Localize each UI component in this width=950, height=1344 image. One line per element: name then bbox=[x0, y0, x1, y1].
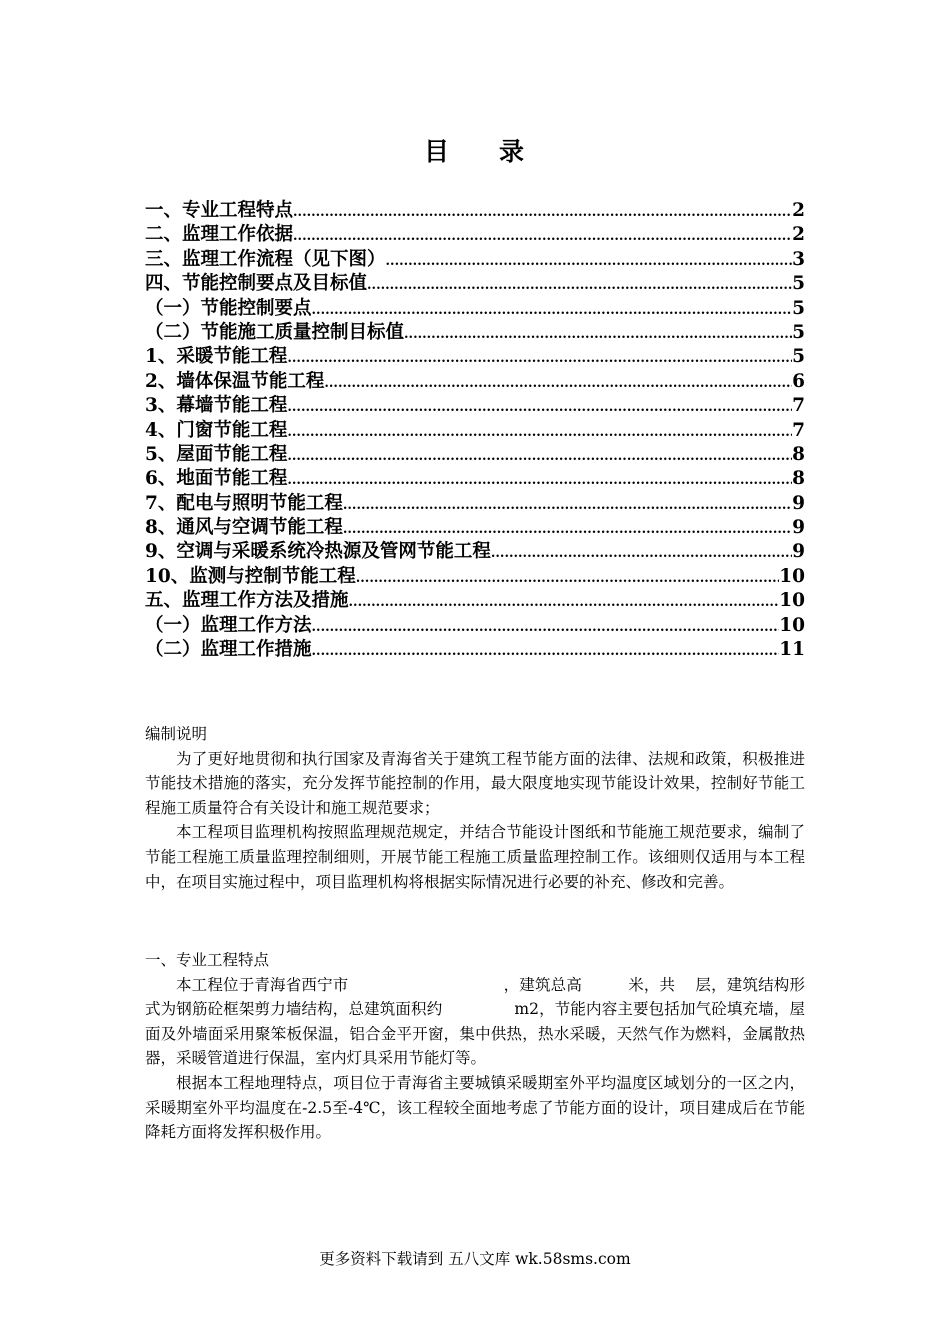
para-text-part: 本工程位于青海省西宁市 bbox=[176, 975, 349, 994]
toc-leader-dots bbox=[324, 370, 792, 396]
para-text-part: m2，节能内容主要包括加气砼填充墙，屋面及外墙面采用聚笨板保温，铝合金平开窗，集中供热，热水采暖，天然气作为燃料，金属散热器，采暖管道进行保温，室内灯具采用节能灯等。 bbox=[145, 1000, 805, 1068]
toc-leader-dots bbox=[312, 614, 780, 640]
toc-entry[interactable] bbox=[145, 492, 805, 516]
toc-leader-dots bbox=[386, 248, 793, 274]
title-char-2: 录 bbox=[499, 137, 527, 166]
toc-leader-dots bbox=[491, 540, 792, 566]
toc-entry[interactable] bbox=[145, 272, 805, 296]
toc-entry-page: 10 bbox=[779, 565, 805, 587]
footer-note: 更多资料下载请到 五八文库 wk.58sms.com bbox=[319, 1250, 631, 1268]
toc-entry-page: 5 bbox=[792, 297, 805, 319]
toc-entry-label: 4、门窗节能工程 bbox=[145, 419, 288, 441]
compile-paragraph-2: 本工程项目监理机构按照监理规范规定，并结合节能设计图纸和节能施工规范要求，编制了节能工程施工质量监理控制细则，开展节能工程施工质量监理控制工作。该细则仅适用与本工程中，在项目实施过程中，项目监理机构将根据实际情况进行必要的补充、修改和完善。 bbox=[145, 823, 805, 891]
toc-entry-label: 10、监测与控制节能工程 bbox=[145, 565, 356, 587]
toc-entry-label: 2、墙体保温节能工程 bbox=[145, 370, 325, 392]
toc-leader-dots bbox=[312, 638, 780, 664]
toc-entry[interactable] bbox=[145, 321, 805, 345]
toc-entry-page: 8 bbox=[792, 468, 805, 490]
toc-entry-label: （二）监理工作措施 bbox=[145, 639, 312, 661]
toc-entry-page: 7 bbox=[792, 395, 805, 417]
toc-entry[interactable] bbox=[145, 394, 805, 418]
toc-entry[interactable] bbox=[145, 638, 805, 662]
toc-entry-page: 11 bbox=[779, 639, 805, 661]
toc-entry[interactable] bbox=[145, 248, 805, 272]
para-text-part: ，建筑总高 bbox=[503, 975, 583, 994]
toc-leader-dots bbox=[287, 467, 792, 493]
section-1-paragraph-1 bbox=[145, 973, 805, 1071]
toc-entry-label: （一）节能控制要点 bbox=[145, 297, 312, 319]
toc-entry-page: 10 bbox=[779, 590, 805, 612]
toc-entry[interactable] bbox=[145, 199, 805, 223]
toc-entry-page: 5 bbox=[792, 321, 805, 343]
toc-leader-dots bbox=[349, 589, 780, 615]
toc-entry-page: 5 bbox=[792, 346, 805, 368]
toc-entry-label: 1、采暖节能工程 bbox=[145, 346, 288, 368]
toc-entry[interactable] bbox=[145, 419, 805, 443]
toc-entry-page: 2 bbox=[792, 224, 805, 246]
para-text-part: 层，建筑结构形式为钢筋砼框架剪力墙结构，总建筑面积约 bbox=[145, 975, 805, 1019]
compile-paragraph-1: 为了更好地贯彻和执行国家及青海省关于建筑工程节能方面的法律、法规和政策，积极推进节能技术措施的落实，充分发挥节能控制的作用，最大限度地实现节能设计效果，控制好节能工程施工质量符合有关设计和施工规范要求； bbox=[145, 749, 805, 817]
toc-entry-page: 6 bbox=[792, 370, 805, 392]
compile-notes bbox=[145, 722, 805, 894]
toc-entry[interactable] bbox=[145, 297, 805, 321]
toc-entry-page: 10 bbox=[779, 614, 805, 636]
table-of-contents bbox=[145, 199, 805, 662]
toc-entry[interactable] bbox=[145, 565, 805, 589]
toc-leader-dots bbox=[343, 492, 792, 518]
section-1-heading: 一、专业工程特点 bbox=[145, 951, 270, 969]
toc-entry-label: 8、通风与空调节能工程 bbox=[145, 517, 343, 539]
toc-entry[interactable] bbox=[145, 370, 805, 394]
toc-entry[interactable] bbox=[145, 223, 805, 247]
toc-entry-page: 2 bbox=[792, 200, 805, 221]
title-char-1: 目 bbox=[423, 137, 451, 166]
toc-leader-dots bbox=[287, 419, 792, 445]
toc-entry-label: 四、节能控制要点及目标值 bbox=[145, 273, 368, 295]
toc-leader-dots bbox=[312, 297, 793, 323]
toc-leader-dots bbox=[287, 443, 792, 469]
toc-entry-label: 三、监理工作流程（见下图） bbox=[145, 248, 386, 270]
section-1-paragraph-2: 根据本工程地理特点，项目位于青海省主要城镇采暖期室外平均温度区域划分的一区之内，采暖期室外平均温度在-2.5至-4℃，该工程较全面地考虑了节能方面的设计，项目建成后在节能降耗方面将发挥积极作用。 bbox=[145, 1073, 805, 1142]
toc-entry-label: 一、专业工程特点 bbox=[145, 200, 294, 221]
toc-entry-label: （二）节能施工质量控制目标值 bbox=[145, 321, 405, 343]
toc-entry-page: 9 bbox=[792, 492, 805, 514]
toc-entry-page: 3 bbox=[792, 248, 805, 270]
toc-leader-dots bbox=[404, 321, 792, 347]
toc-entry[interactable] bbox=[145, 614, 805, 638]
toc-leader-dots bbox=[287, 394, 792, 420]
para-text-part: 米，共 bbox=[628, 975, 676, 994]
toc-entry-label: 5、屋面节能工程 bbox=[145, 443, 288, 465]
toc-entry-label: 6、地面节能工程 bbox=[145, 468, 288, 490]
toc-entry[interactable] bbox=[145, 589, 805, 613]
section-1 bbox=[145, 948, 805, 1145]
toc-entry-label: （一）监理工作方法 bbox=[145, 614, 312, 636]
toc-leader-dots bbox=[367, 272, 792, 298]
toc-entry[interactable] bbox=[145, 540, 805, 564]
toc-entry-page: 5 bbox=[792, 273, 805, 295]
toc-entry-label: 二、监理工作依据 bbox=[145, 224, 294, 246]
toc-leader-dots bbox=[293, 199, 792, 225]
toc-leader-dots bbox=[287, 345, 792, 371]
toc-leader-dots bbox=[356, 565, 780, 591]
toc-entry-label: 五、监理工作方法及措施 bbox=[145, 590, 349, 612]
toc-entry-label: 9、空调与采暖系统冷热源及管网节能工程 bbox=[145, 541, 491, 563]
toc-entry-page: 9 bbox=[792, 517, 805, 539]
toc-entry-page: 8 bbox=[792, 443, 805, 465]
toc-entry[interactable] bbox=[145, 467, 805, 491]
toc-entry-page: 7 bbox=[792, 419, 805, 441]
toc-leader-dots bbox=[293, 223, 792, 249]
toc-entry[interactable] bbox=[145, 516, 805, 540]
compile-heading: 编制说明 bbox=[145, 725, 208, 743]
toc-entry-label: 3、幕墙节能工程 bbox=[145, 395, 288, 417]
toc-entry-page: 9 bbox=[792, 541, 805, 563]
toc-entry[interactable] bbox=[145, 345, 805, 369]
page-title bbox=[0, 132, 950, 168]
toc-leader-dots bbox=[343, 516, 792, 542]
toc-entry[interactable] bbox=[145, 443, 805, 467]
toc-entry-label: 7、配电与照明节能工程 bbox=[145, 492, 343, 514]
